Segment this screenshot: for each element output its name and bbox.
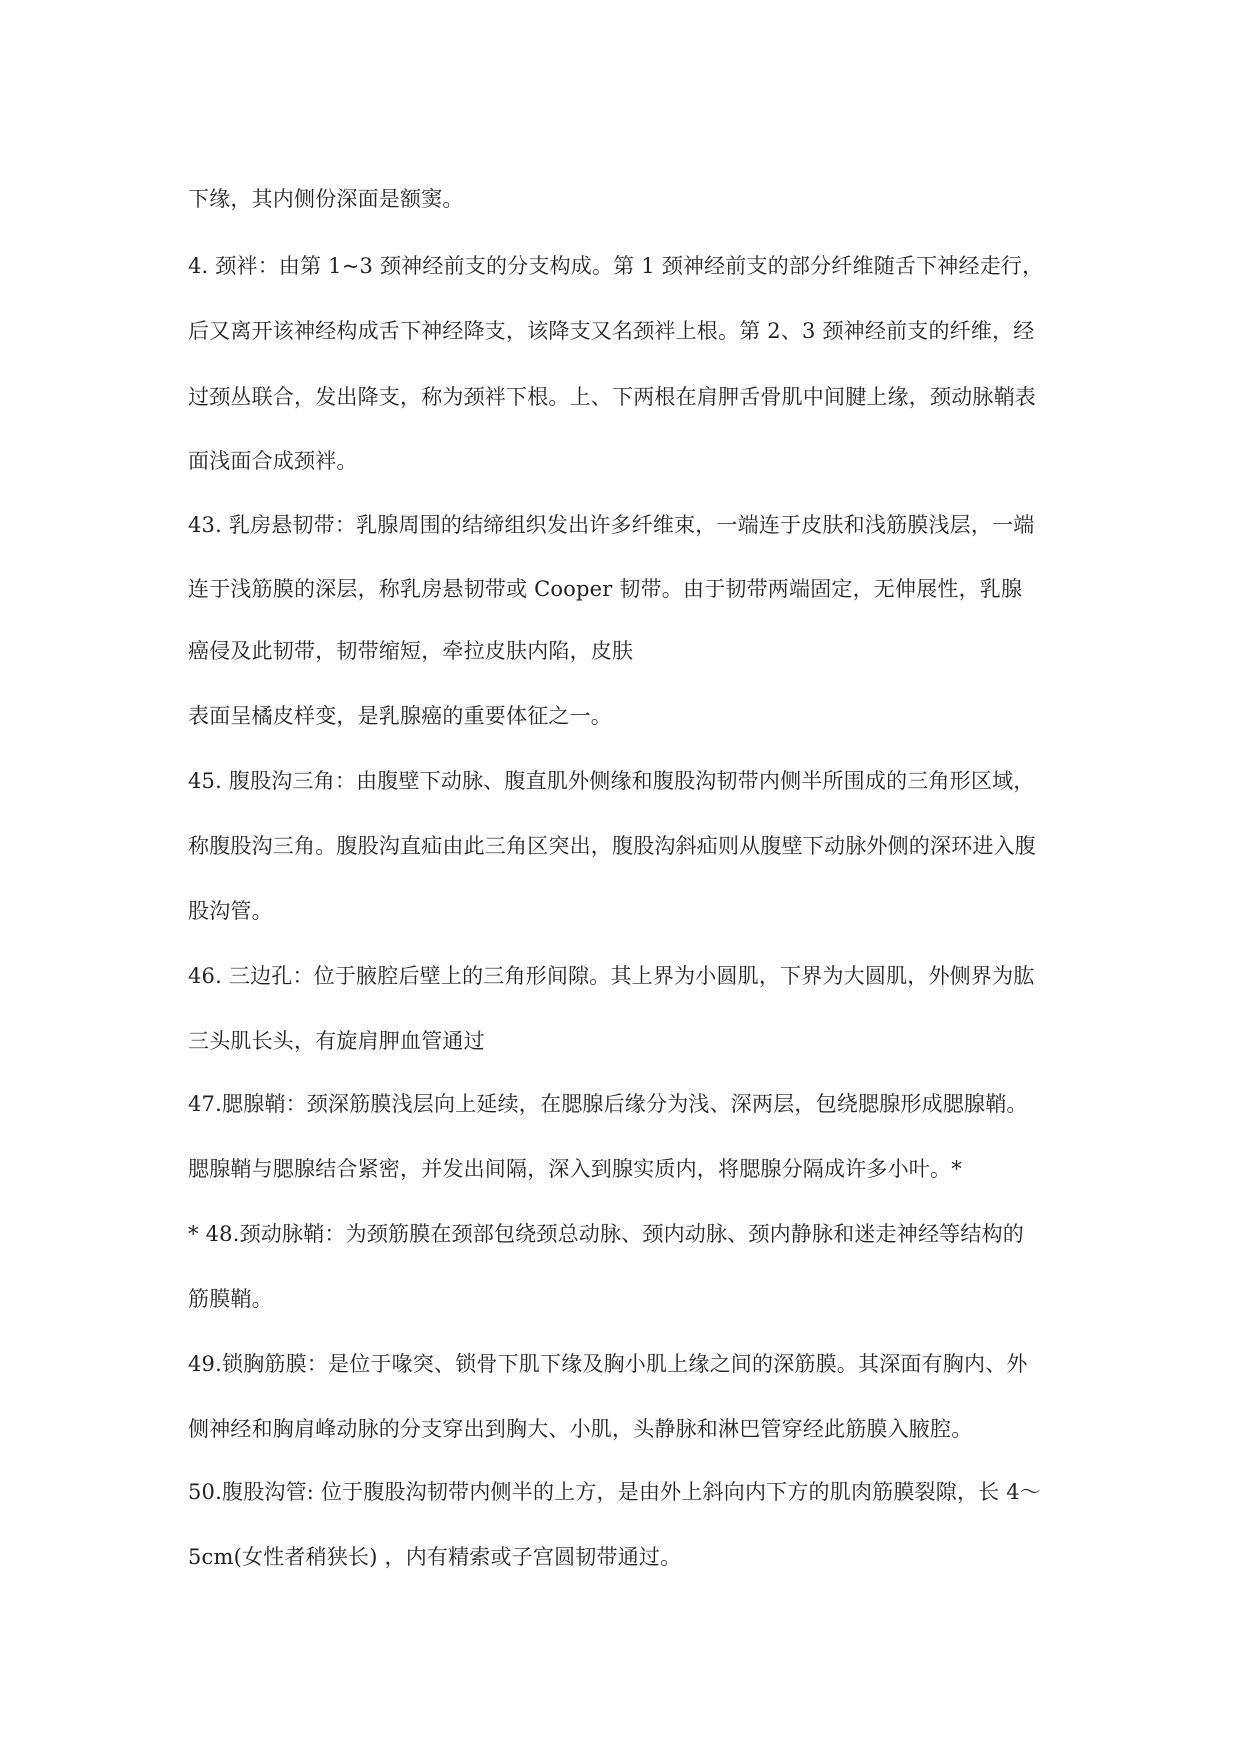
text-line: 5cm(女性者稍狭长) ，内有精索或子宫圆韧带通过。: [188, 1545, 682, 1569]
text-line: 连于浅筋膜的深层，称乳房悬韧带或 Cooper 韧带。由于韧带两端固定，无伸展性，乳腺: [188, 577, 1023, 601]
text-line: 46. 三边孔：位于腋腔后壁上的三角形间隙。其上界为小圆肌，下界为大圆肌，外侧界为肱: [188, 964, 1035, 988]
text-line: 4. 颈袢：由第 1~3 颈神经前支的分支构成。第 1 颈神经前支的部分纤维随舌下神经走行，: [188, 254, 1044, 278]
text-line: 三头肌长头，有旋肩胛血管通过: [188, 1029, 485, 1053]
text-line: 47.腮腺鞘：颈深筋膜浅层向上延续，在腮腺后缘分为浅、深两层，包绕腮腺形成腮腺鞘。: [188, 1092, 1028, 1116]
text-line: 43. 乳房悬韧带：乳腺周围的结缔组织发出许多纤维束，一端连于皮肤和浅筋膜浅层，一端: [188, 513, 1035, 537]
text-line: 过颈丛联合，发出降支，称为颈袢下根。上、下两根在肩胛舌骨肌中间腱上缘，颈动脉鞘表: [188, 385, 1036, 409]
text-line: 股沟管。: [188, 899, 273, 923]
text-line: 表面呈橘皮样变，是乳腺癌的重要体征之一。: [188, 704, 612, 728]
text-line: 癌侵及此韧带，韧带缩短，牵拉皮肤内陷，皮肤: [188, 639, 634, 663]
text-line: 下缘，其内侧份深面是额窦。: [188, 187, 464, 211]
text-line: 腮腺鞘与腮腺结合紧密，并发出间隔，深入到腺实质内，将腮腺分隔成许多小叶。*: [188, 1157, 962, 1181]
text-line: 称腹股沟三角。腹股沟直疝由此三角区突出，腹股沟斜疝则从腹壁下动脉外侧的深环进入腹: [188, 834, 1036, 858]
text-line: 面浅面合成颈袢。: [188, 449, 358, 473]
text-line: 49.锁胸筋膜：是位于喙突、锁骨下肌下缘及胸小肌上缘之间的深筋膜。其深面有胸内、外: [188, 1352, 1028, 1376]
text-line: 侧神经和胸肩峰动脉的分支穿出到胸大、小肌，头静脉和淋巴管穿经此筋膜入腋腔。: [188, 1417, 973, 1441]
text-line: * 48.颈动脉鞘：为颈筋膜在颈部包绕颈总动脉、颈内动脉、颈内静脉和迷走神经等结构的: [188, 1222, 1024, 1246]
text-line: 50.腹股沟管: 位于腹股沟韧带内侧半的上方，是由外上斜向内下方的肌肉筋膜裂隙，长 4～: [188, 1480, 1041, 1504]
text-line: 45. 腹股沟三角：由腹壁下动脉、腹直肌外侧缘和腹股沟韧带内侧半所围成的三角形区域，: [188, 769, 1035, 793]
text-line: 后又离开该神经构成舌下神经降支，该降支又名颈袢上根。第 2、3 颈神经前支的纤维，经: [188, 319, 1035, 343]
text-line: 筋膜鞘。: [188, 1287, 273, 1311]
